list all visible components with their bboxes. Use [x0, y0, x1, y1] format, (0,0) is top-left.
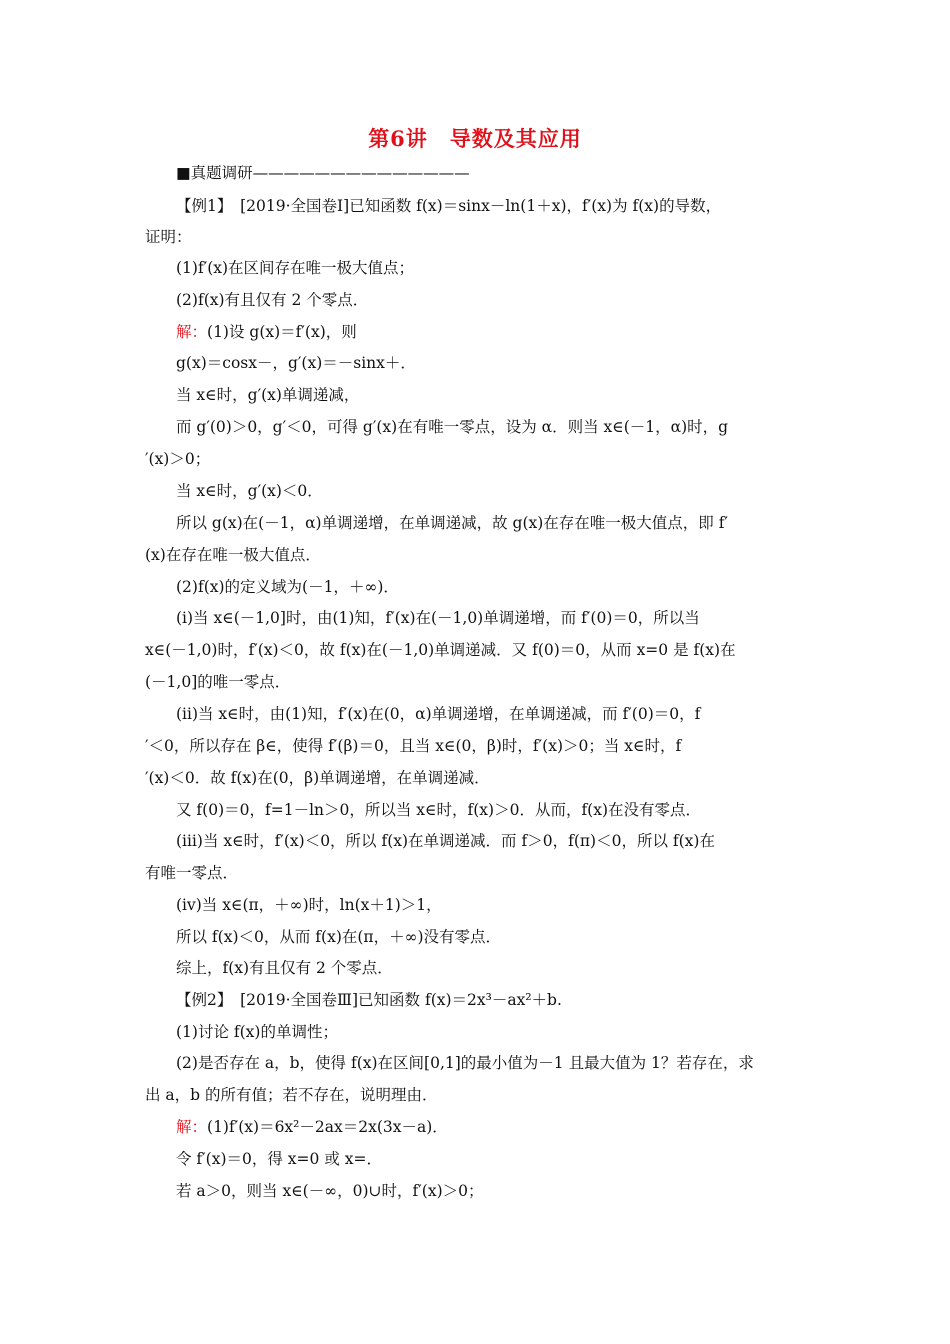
solution-line: 而 g′(0)＞0，g′＜0，可得 g′(x)在有唯一零点，设为 α．则当 x∈(－1，α)时，g: [176, 418, 729, 436]
solution-line: (x)在存在唯一极大值点．: [145, 546, 321, 564]
example1-solution-start: [176, 322, 810, 342]
solution-line: (－1,0]的唯一零点．: [145, 673, 291, 691]
solution-line: (ⅲ)当 x∈时，f′(x)＜0，所以 f(x)在单调递减．而 f＞0，f(π)＜0，所以 f(x)在: [176, 832, 715, 850]
example1-source: [2019·全国卷Ⅰ]已知函数 f(x)＝sinx－ln(1＋x)，f′(x)为 f(x)的导数，: [224, 197, 722, 215]
solution-line: ′(x)＜0．故 f(x)在(0，β)单调递增，在单调递减．: [145, 769, 490, 787]
solution-line: 所以 g(x)在(－1，α)单调递增，在单调递减，故 g(x)在存在唯一极大值点，即 f′: [176, 514, 728, 532]
solution-line: x∈(－1,0)时，f′(x)＜0，故 f(x)在(－1,0)单调递减．又 f(0)＝0，从而 x=0 是 f(x)在: [145, 641, 736, 659]
solution-line: 令 f′(x)＝0，得 x=0 或 x=．: [176, 1150, 382, 1168]
solution-line: (2)f(x)的定义域为(－1，＋∞)．: [176, 578, 399, 596]
example1-header: [176, 196, 810, 216]
solution-line: 当 x∈时，g′(x)单调递减，: [176, 386, 360, 404]
example2-header: [176, 990, 810, 1010]
example2-solution-start: [176, 1117, 810, 1137]
solution-line: (ⅱ)当 x∈时，由(1)知，f′(x)在(0，α)单调递增，在单调递减，而 f′(0)＝0，f: [176, 705, 701, 723]
solution-line: 有唯一零点．: [145, 864, 239, 882]
solution-line: 若 a＞0，则当 x∈(－∞，0)∪时，f′(x)＞0；: [176, 1182, 484, 1200]
example2-tag: 【例2】: [176, 991, 225, 1009]
solution-line: ′(x)＞0；: [145, 450, 211, 468]
example1-q1: (1)f′(x)在区间存在唯一极大值点；: [176, 259, 415, 277]
example2-q1: (1)讨论 f(x)的单调性；: [176, 1023, 338, 1041]
solution-line: (1)f′(x)＝6x²－2ax＝2x(3x－a)．: [207, 1118, 448, 1136]
solution-label: 解：: [176, 323, 208, 341]
page-title: 第6讲 导数及其应用: [368, 126, 582, 151]
example1-tag: 【例1】: [176, 197, 225, 215]
solution-line: 所以 f(x)＜0，从而 f(x)在(π，＋∞)没有零点．: [176, 928, 502, 946]
solution-label: 解：: [176, 1118, 208, 1136]
example2-q2-cont: 出 a，b 的所有值；若不存在，说明理由．: [145, 1086, 438, 1104]
solution-line: (ⅳ)当 x∈(π，＋∞)时，ln(x＋1)＞1，: [176, 896, 442, 914]
example1-source-cont: 证明：: [145, 228, 192, 246]
solution-line: g(x)＝cosx－，g′(x)＝－sinx＋．: [176, 354, 416, 372]
example1-q2: (2)f(x)有且仅有 2 个零点．: [176, 291, 369, 309]
section-heading: ■真题调研——————————————: [176, 164, 470, 182]
solution-line: (1)设 g(x)＝f′(x)，则: [207, 323, 357, 341]
example2-source: [2019·全国卷Ⅲ]已知函数 f(x)＝2x³－ax²＋b.: [224, 991, 562, 1009]
solution-line: ′＜0，所以存在 β∈，使得 f′(β)＝0，且当 x∈(0，β)时，f′(x)＞0；当 x∈时，f: [145, 737, 682, 755]
example2-q2: (2)是否存在 a，b，使得 f(x)在区间[0,1]的最小值为－1 且最大值为 1？若存在，求: [176, 1054, 754, 1072]
solution-line: 又 f(0)＝0，f=1－ln＞0，所以当 x∈时，f(x)＞0．从而，f(x)在没有零点．: [176, 801, 702, 819]
solution-line: 当 x∈时，g′(x)＜0．: [176, 482, 323, 500]
solution-line: (ⅰ)当 x∈(－1,0]时，由(1)知，f′(x)在(－1,0)单调递增，而 f′(0)＝0，所以当: [176, 609, 700, 627]
solution-line: 综上，f(x)有且仅有 2 个零点．: [176, 959, 393, 977]
